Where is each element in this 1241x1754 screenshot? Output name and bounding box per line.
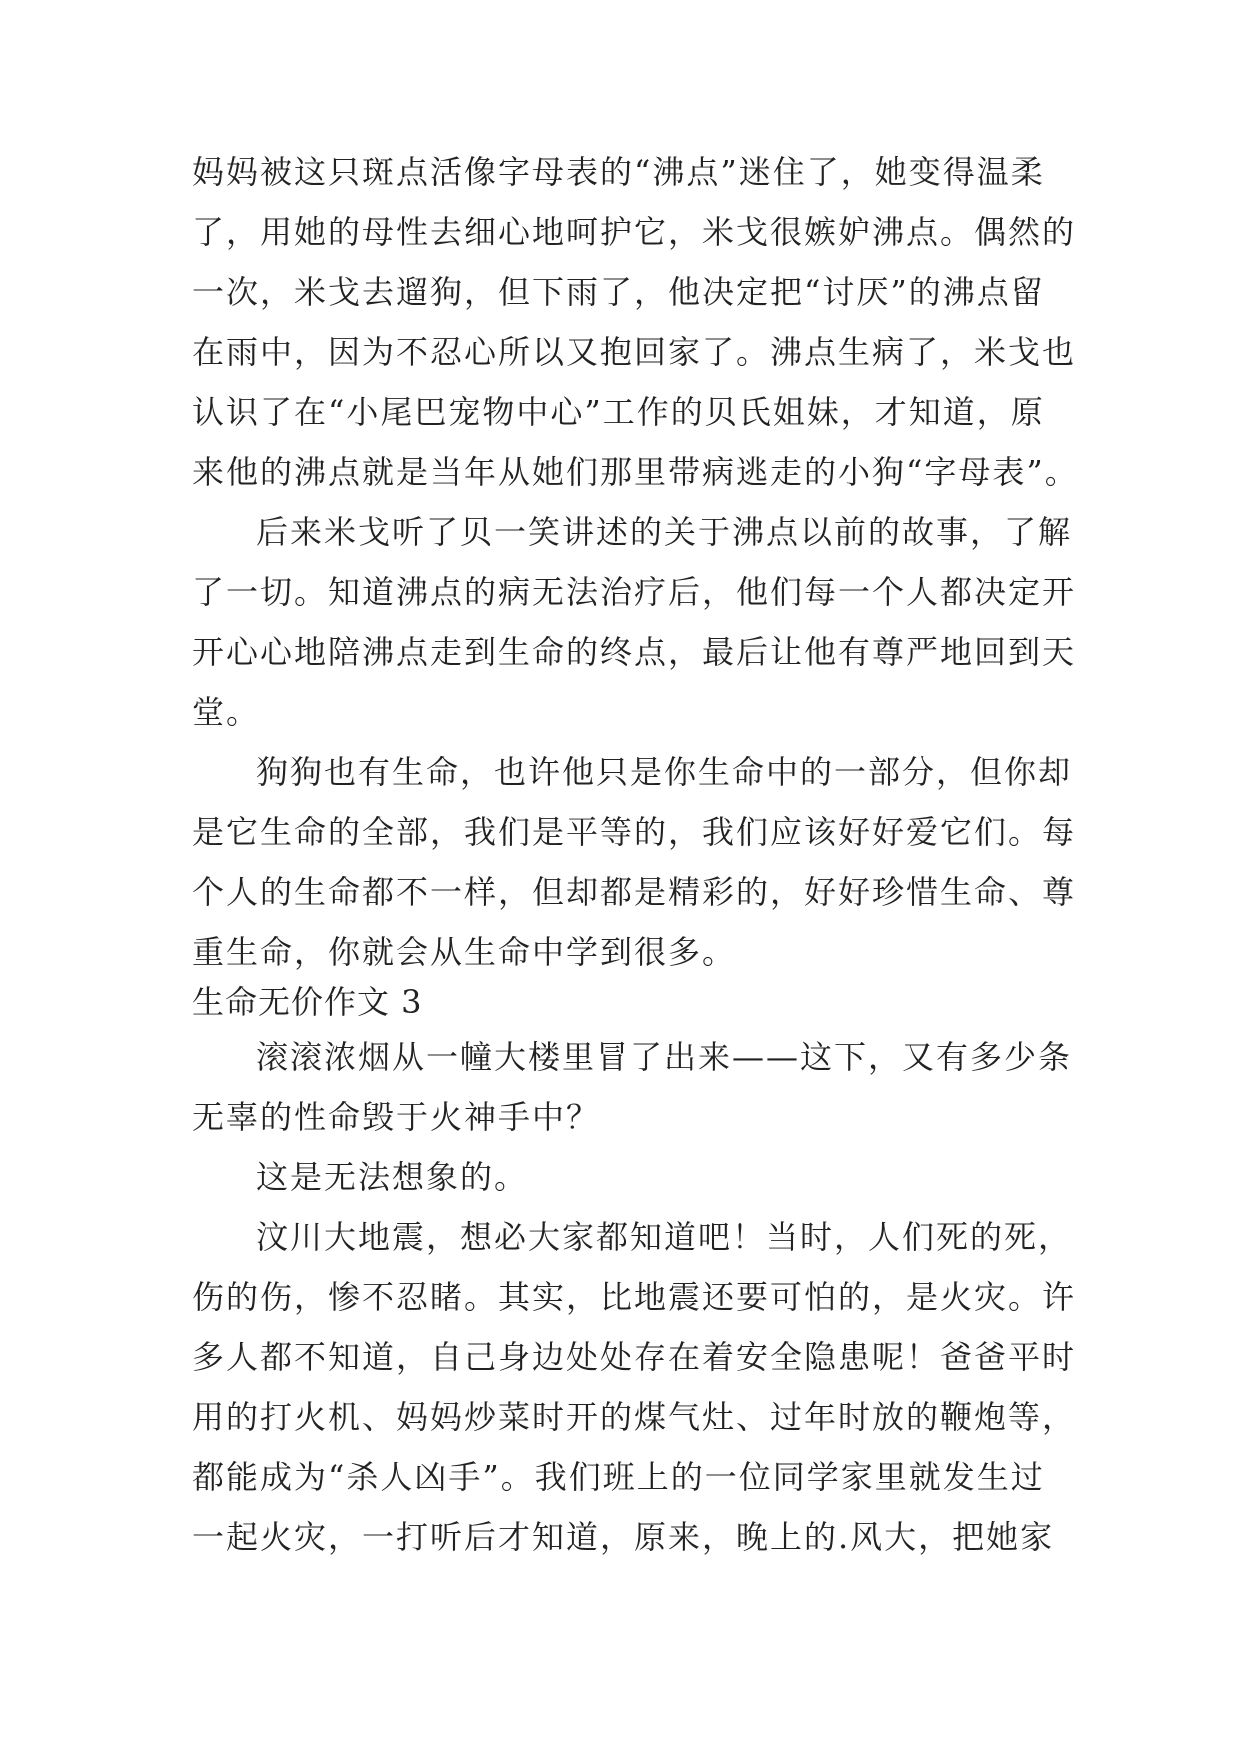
section-heading: 生命无价作文 3 xyxy=(192,983,423,1021)
text-line: 伤的伤，惨不忍睹。其实，比地震还要可怕的，是火灾。许 xyxy=(192,1278,1077,1316)
text-line: 是它生命的全部，我们是平等的，我们应该好好爱它们。每 xyxy=(192,813,1077,851)
text-line: 了，用她的母性去细心地呵护它，米戈很嫉妒沸点。偶然的 xyxy=(192,213,1077,251)
text-line: 一起火灾，一打听后才知道，原来，晚上的.风大，把她家 xyxy=(192,1518,1055,1556)
text-line: 汶川大地震，想必大家都知道吧！当时，人们死的死， xyxy=(256,1218,1073,1256)
text-line: 堂。 xyxy=(192,693,261,731)
text-line: 来他的沸点就是当年从她们那里带病逃走的小狗“字母表”。 xyxy=(192,453,1079,491)
text-line: 个人的生命都不一样，但却都是精彩的，好好珍惜生命、尊 xyxy=(192,873,1077,911)
text-line: 都能成为“杀人凶手”。我们班上的一位同学家里就发生过 xyxy=(192,1458,1045,1496)
text-line: 妈妈被这只斑点活像字母表的“沸点”迷住了，她变得温柔 xyxy=(192,153,1045,191)
text-line: 重生命，你就会从生命中学到很多。 xyxy=(192,933,737,971)
text-line: 认识了在“小尾巴宠物中心”工作的贝氏姐妹，才知道，原 xyxy=(192,393,1045,431)
text-line: 用的打火机、妈妈炒菜时开的煤气灶、过年时放的鞭炮等， xyxy=(192,1398,1077,1436)
text-line: 后来米戈听了贝一笑讲述的关于沸点以前的故事，了解 xyxy=(256,513,1073,551)
text-line: 狗狗也有生命，也许他只是你生命中的一部分，但你却 xyxy=(256,753,1073,791)
text-line: 开心心地陪沸点走到生命的终点，最后让他有尊严地回到天 xyxy=(192,633,1077,671)
text-line: 在雨中，因为不忍心所以又抱回家了。沸点生病了，米戈也 xyxy=(192,333,1077,371)
text-line: 了一切。知道沸点的病无法治疗后，他们每一个人都决定开 xyxy=(192,573,1077,611)
text-line: 多人都不知道，自己身边处处存在着安全隐患呢！爸爸平时 xyxy=(192,1338,1077,1376)
text-line: 滚滚浓烟从一幢大楼里冒了出来——这下，又有多少条 xyxy=(256,1038,1073,1076)
text-line: 无辜的性命毁于火神手中？ xyxy=(192,1098,601,1136)
text-line: 这是无法想象的。 xyxy=(256,1158,529,1196)
text-line: 一次，米戈去遛狗，但下雨了，他决定把“讨厌”的沸点留 xyxy=(192,273,1045,311)
